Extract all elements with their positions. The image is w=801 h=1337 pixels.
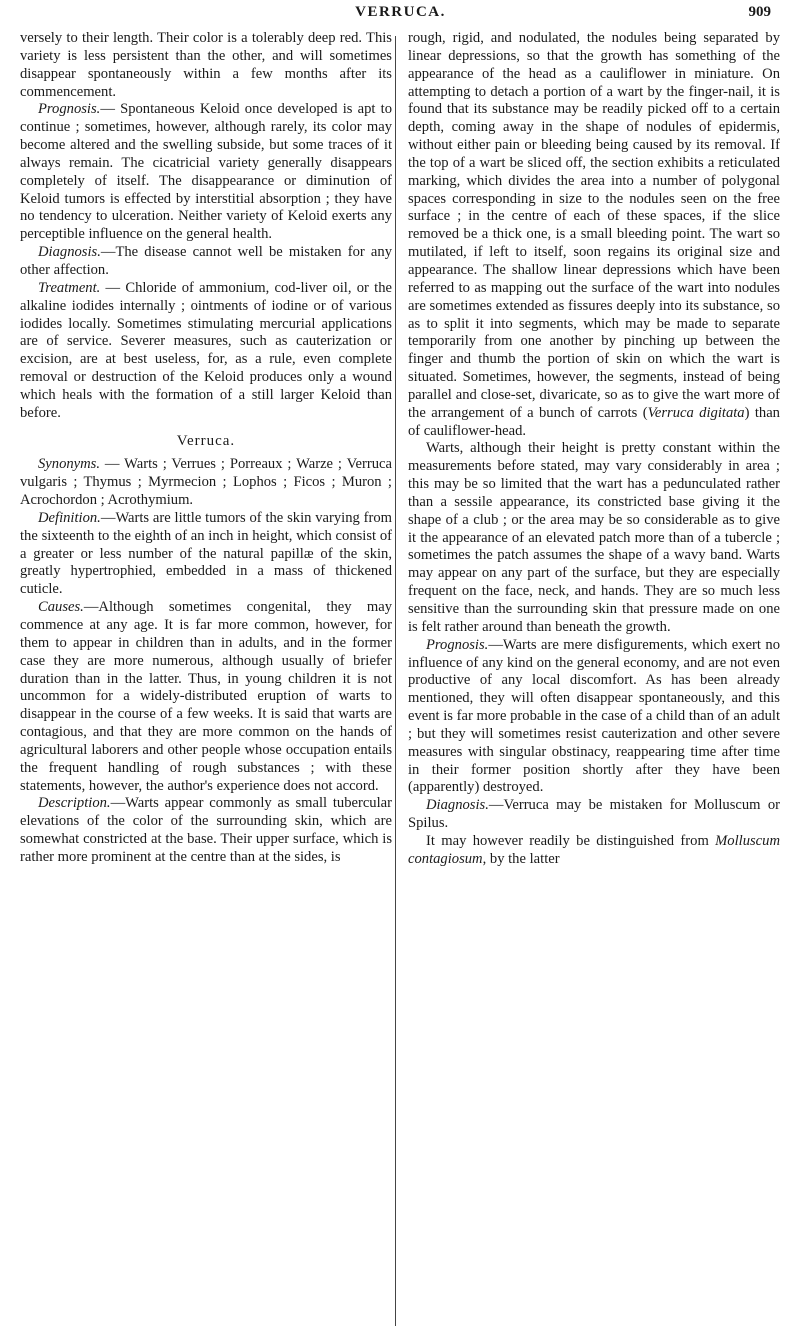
paragraph-keloid-treatment (20, 280, 392, 423)
paragraph-text: , by the latter (482, 850, 560, 867)
run-in-heading: Description. (38, 795, 111, 812)
run-in-heading: Prognosis. (426, 636, 489, 653)
paragraph-text: — Spontaneous Keloid once developed is apt to continue ; sometimes, however, although rarely, its color may become altered and the swelling subside, but some traces of it always remain. The cicatricial variety generally disappears completely of itself. The disappearance or diminution of Keloid tumors is effected by interstitial absorption ; they have no tendency to ulceration. Neither variety of Keloid exerts any perceptible influence on the general health. (20, 101, 392, 243)
paragraph-text: —Warts are mere disfigurements, which exert no influence of any kind on the general economy, and are not even productive of any local discomfort. As has been already mentioned, they will often disappear spontaneously, and this event is far more probable in the case of a child than of an adult ; but they will sometimes resist cauterization and other severe measures with singular obstinacy, reappearing time after time in their former position shortly after they have been (apparently) destroyed. (408, 636, 780, 796)
paragraph-text: —Verruca may be mistaken for Molluscum or Spilus. (408, 797, 780, 832)
run-in-heading: Diagnosis. (426, 797, 489, 814)
left-column (20, 30, 392, 867)
run-in-heading: Synonyms. (38, 456, 101, 473)
paragraph-intro: versely to their length. Their color is a tolerably deep red. This variety is less persistent than the other, and will sometimes disappear spontaneously within a few months after its commencement. (20, 30, 392, 100)
run-in-heading: Diagnosis. (38, 244, 101, 261)
run-in-heading: Prognosis. (38, 101, 101, 118)
right-column (408, 30, 780, 869)
paragraph-causes (20, 599, 392, 795)
paragraph-area: Warts, although their height is pretty constant within the measurements before stated, may vary considerably in area ; this may be so limited that the wart has a pedunculated rather than a sessile appearance, its constricted base giving it the shape of a club ; or the area may be so considerable as to give it the appearance of an elevated patch more than of a tubercle ; sometimes the patch assumes the shape of a wavy band. Warts may appear on any part of the surface, but they are especially frequent on the face, neck, and hands. They are so much less sensitive than the surrounding skin that pressure made on one is felt rather around than beneath the growth. (408, 440, 780, 635)
paragraph-text: —The disease cannot well be mistaken for any other affection. (20, 244, 392, 278)
italic-term: Verruca digitata (647, 404, 745, 421)
paragraph-text: —Warts appear commonly as small tubercular elevations of the color of the surrounding skin, which are somewhat constricted at the base. Their upper surface, which is rather more prominent at the centre than at the sides, is (20, 795, 392, 865)
paragraph-distinguished (408, 833, 780, 869)
paragraph-description-continued (408, 30, 780, 440)
page-number: 909 (748, 4, 771, 20)
paragraph-text: —Warts are little tumors of the skin varying from the sixteenth to the eighth of an inch in height, which consist of a greater or less number of the natural papillæ of the skin, greatly hypertrophied, embedded in a mass of thickened cuticle. (20, 509, 392, 598)
paragraph-keloid-diagnosis (20, 244, 392, 280)
running-title: VERRUCA. (355, 4, 446, 20)
section-heading: Verruca. (176, 432, 236, 449)
run-in-heading: Causes. (38, 599, 84, 616)
paragraph-keloid-prognosis (20, 101, 392, 244)
paragraph-text: ) than of cauliflower-head. (408, 404, 780, 439)
paragraph-text: rough, rigid, and nodulated, the nodules being separated by linear depressions, so that the growth has something of the appearance of the head as a cauliflower in miniature. On attempting to detach a portion of a wart by the finger-nail, it is found that its substance may be readily picked off to a certain depth, coming away in the shape of nodules of epidermis, without either pain or bleeding being caused by its removal. If the top of a wart be sliced off, the section exhibits a reticulated marking, which divides the area into a number of polygonal spaces corresponding in size to the nodules seen on the free surface ; in the centre of each of these spaces, if the slice removed be a thick one, is a small bleeding point. The wart so mutilated, if left to itself, soon regains its original size and appearance. The shallow linear depressions which have been referred to as mapping out the surface of the wart into nodules are sometimes extended as fissures deeply into its substance, so as to split it into segments, which may be made to separate temporarily from one another by pinching up between the finger and thumb the portion of skin on which the wart is situated. Sometimes, however, the segments, instead of being parallel and close-set, divaricate, so as to give the wart more of the arrangement of a bunch of carrots ( (408, 30, 780, 421)
paragraph-text: — Chloride of ammonium, cod-liver oil, or the alkaline iodides internally ; ointments of iodine or of various iodides locally. Sometimes stimulating mercurial applications are of service. Severer measures, such as cauterization or excision, are at best useless, for, as a rule, even complete removal or destruction of the Keloid produces only a wound which heals with the formation of a still larger Keloid than before. (20, 279, 392, 421)
run-in-heading: Definition. (38, 509, 101, 526)
paragraph-synonyms (20, 456, 392, 510)
column-divider (395, 36, 396, 1326)
page-header (0, 4, 801, 28)
run-in-heading: Treatment. (38, 279, 101, 296)
paragraph-text: — Warts ; Verrues ; Porreaux ; Warze ; Verruca vulgaris ; Thymus ; Myrmecion ; Lophos ; Ficos ; Muron ; Acrochordon ; Acrothymium. (20, 456, 392, 509)
paragraph-text: —Although sometimes congenital, they may commence at any age. It is far more common, however, for them to appear in children than in adults, and in the former case they are more numerous, although usually of briefer duration than in the latter. Thus, in young children it is not uncommon for a widely-distributed eruption of warts to disappear in the course of a few weeks. It is said that warts are contagious, and that they are more common on the hands of agricultural laborers and other people whose occupation entails the frequent handling of rough substances ; with these statements, however, the author's experience does not accord. (20, 599, 392, 794)
paragraph-definition (20, 510, 392, 599)
italic-term: Molluscum contagiosum (408, 832, 780, 867)
paragraph-text: It may however readily be distinguished from (426, 832, 716, 849)
paragraph-verruca-diagnosis (408, 797, 780, 833)
paragraph-verruca-prognosis (408, 637, 780, 798)
paragraph-description (20, 795, 392, 866)
